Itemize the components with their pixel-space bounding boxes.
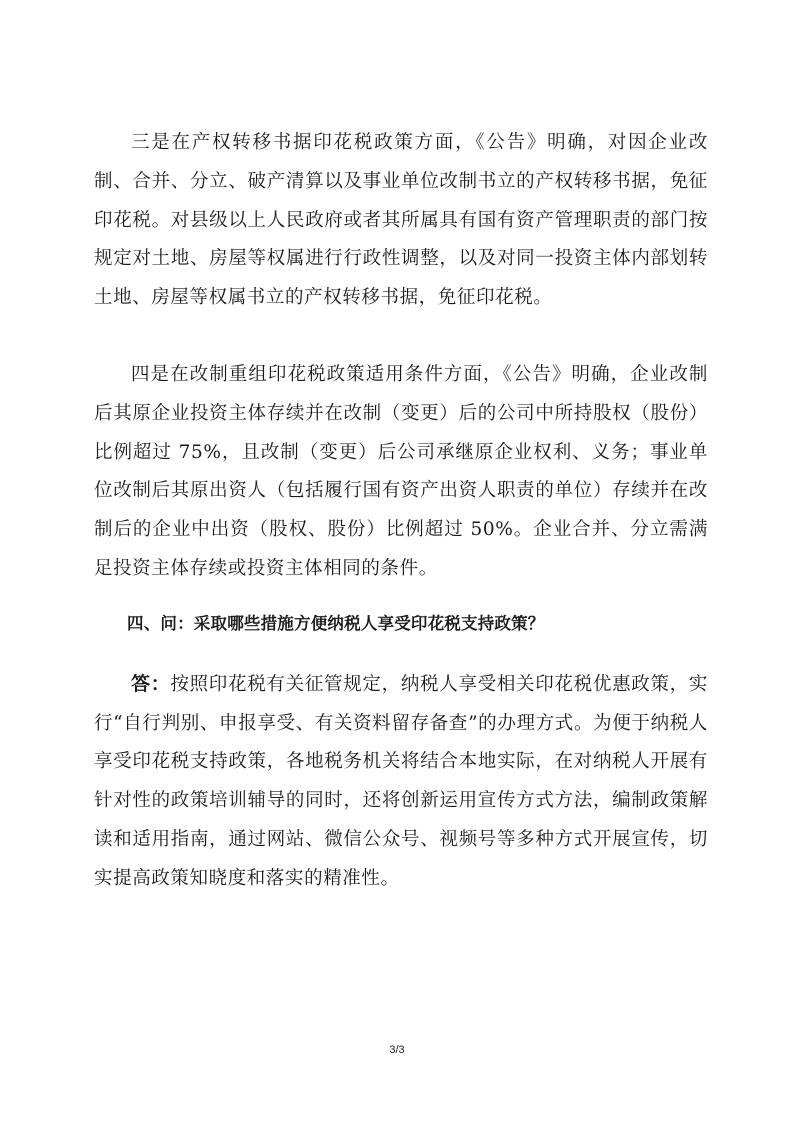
- answer-label: 答：: [131, 672, 171, 695]
- answer-paragraph: [94, 665, 708, 899]
- paragraph-stamp-duty-property-transfer: 三是在产权转移书据印花税政策方面，《公告》明确，对因企业改制、合并、分立、破产清算以及事业单位改制书立的产权转移书据，免征印花税。对县级以上人民政府或者其所属具有国有资产管理职责的部门按规定对土地、房屋等权属进行行政性调整，以及对同一投资主体内部划转土地、房屋等权属书立的产权转移书据，免征印花税。: [94, 132, 708, 309]
- paragraph-restructuring-conditions: 四是在改制重组印花税政策适用条件方面，《公告》明确，企业改制后其原企业投资主体存续并在改制（变更）后的公司中所持股权（股份）比例超过 75%，且改制（变更）后公司承继原企业权利、义务；事业单位改制后其原出资人（包括履行国有资产出资人职责的单位）存续并在改制后的企业中出资（股权、股份）比例超过 50%。企业合并、分立需满足投资主体存续或投资主体相同的条件。: [94, 363, 708, 579]
- document-body: [94, 124, 708, 899]
- question-heading: 四、问：采取哪些措施方便纳税人享受印花税支持政策？: [127, 613, 545, 633]
- page-number: 3/3: [389, 1044, 405, 1056]
- answer-text: 按照印花税有关征管规定，纳税人享受相关印花税优惠政策，实行“自行判别、申报享受、有关资料留存备查”的办理方式。为便于纳税人享受印花税支持政策，各地税务机关将结合本地实际，在对纳税人开展有针对性的政策培训辅导的同时，还将创新运用宣传方式方法，编制政策解读和适用指南，通过网站、微信公众号、视频号等多种方式开展宣传，切实提高政策知晓度和落实的精准性。: [94, 673, 708, 889]
